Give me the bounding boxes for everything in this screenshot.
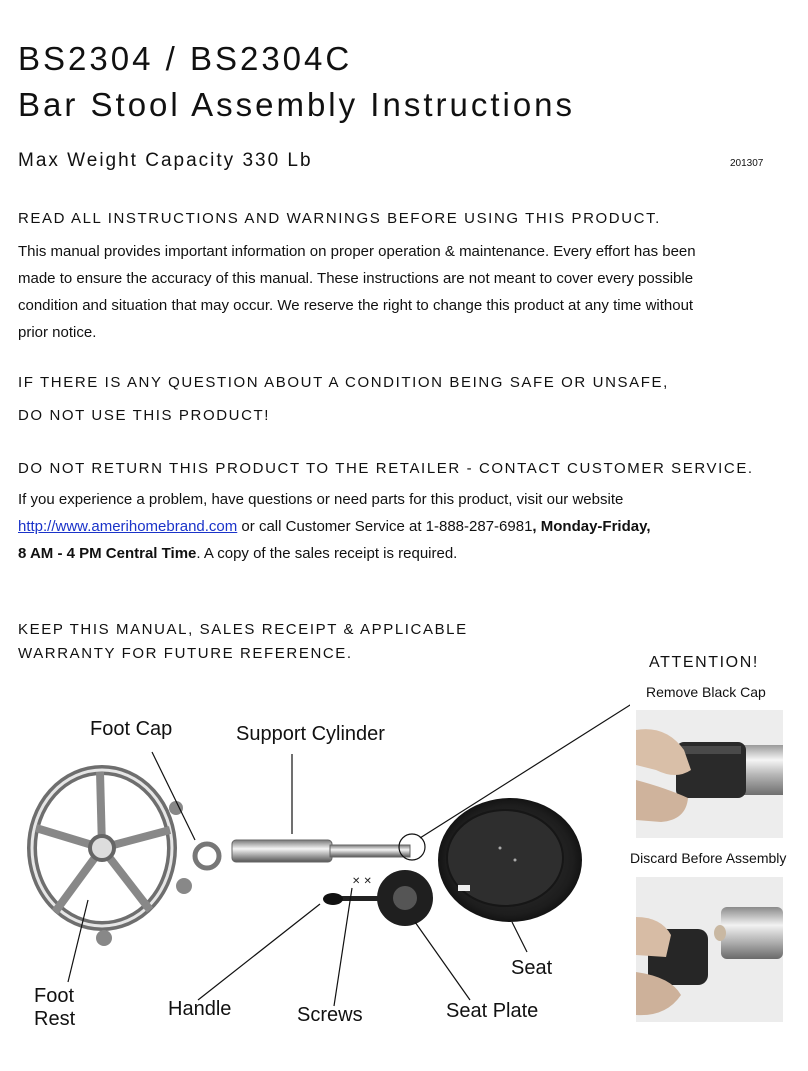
website-link[interactable]: http://www.amerihomebrand.com — [18, 518, 238, 535]
seat-part — [438, 798, 582, 922]
attention-title: ATTENTION! — [649, 654, 759, 671]
manual-paragraph — [18, 238, 798, 346]
read-instructions-heading: READ ALL INSTRUCTIONS AND WARNINGS BEFORE USING THIS PRODUCT. — [18, 210, 661, 227]
svg-text:✕ ✕: ✕ ✕ — [352, 876, 372, 887]
document-code: 201307 — [730, 158, 764, 169]
manual-line: made to ensure the accuracy of this manual. These instructions are not meant to cover every possible — [18, 270, 694, 287]
screws-label: Screws — [297, 1004, 363, 1026]
safety-question-line1: IF THERE IS ANY QUESTION ABOUT A CONDITION BEING SAFE OR UNSAFE, — [18, 374, 669, 391]
return-heading: DO NOT RETURN THIS PRODUCT TO THE RETAILER - CONTACT CUSTOMER SERVICE. — [18, 460, 754, 477]
safety-question-line2: DO NOT USE THIS PRODUCT! — [18, 407, 271, 424]
hours-days: , Monday-Friday, — [532, 518, 651, 535]
keep-manual-line2: WARRANTY FOR FUTURE REFERENCE. — [18, 645, 353, 662]
hours-time: 8 AM - 4 PM Central Time — [18, 545, 197, 562]
contact-line2 — [18, 513, 798, 540]
foot-rest-part — [32, 770, 192, 946]
foot-cap-label: Foot Cap — [90, 718, 173, 740]
manual-line: This manual provides important information on proper operation & maintenance. Every effort has been — [18, 243, 696, 260]
keep-manual-line1: KEEP THIS MANUAL, SALES RECEIPT & APPLICABLE — [18, 621, 468, 638]
contact-line1: If you experience a problem, have questions or need parts for this product, visit our website — [18, 491, 624, 508]
support-cylinder-part — [232, 834, 425, 862]
foot-rest-label-line2: Rest — [34, 1008, 76, 1030]
phone-text: or call Customer Service at 1-888-287-6981 — [237, 518, 533, 535]
parts-diagram — [0, 700, 630, 1040]
receipt-text: . A copy of the sales receipt is required. — [196, 545, 458, 562]
discard-caption: Discard Before Assembly — [630, 850, 787, 866]
remove-cap-caption: Remove Black Cap — [646, 684, 766, 700]
seat-plate-label: Seat Plate — [446, 1000, 539, 1022]
manual-line: condition and situation that may occur. We reserve the right to change this product at any time without — [18, 297, 694, 314]
contact-paragraph — [18, 486, 798, 567]
remove-cap-photo — [636, 710, 783, 838]
manual-line: prior notice. — [18, 324, 97, 341]
max-weight-capacity: Max Weight Capacity 330 Lb — [18, 150, 313, 171]
foot-cap-part — [195, 844, 219, 868]
handle-label: Handle — [168, 998, 232, 1020]
discard-cap-photo — [636, 877, 783, 1022]
support-cylinder-label: Support Cylinder — [236, 723, 385, 745]
contact-line3 — [18, 540, 798, 567]
page-title: Bar Stool Assembly Instructions — [18, 86, 576, 123]
foot-rest-label-line1: Foot — [34, 985, 75, 1007]
seat-label: Seat — [511, 957, 553, 979]
model-number: BS2304 / BS2304C — [18, 40, 353, 77]
seat-plate-part — [323, 870, 433, 926]
